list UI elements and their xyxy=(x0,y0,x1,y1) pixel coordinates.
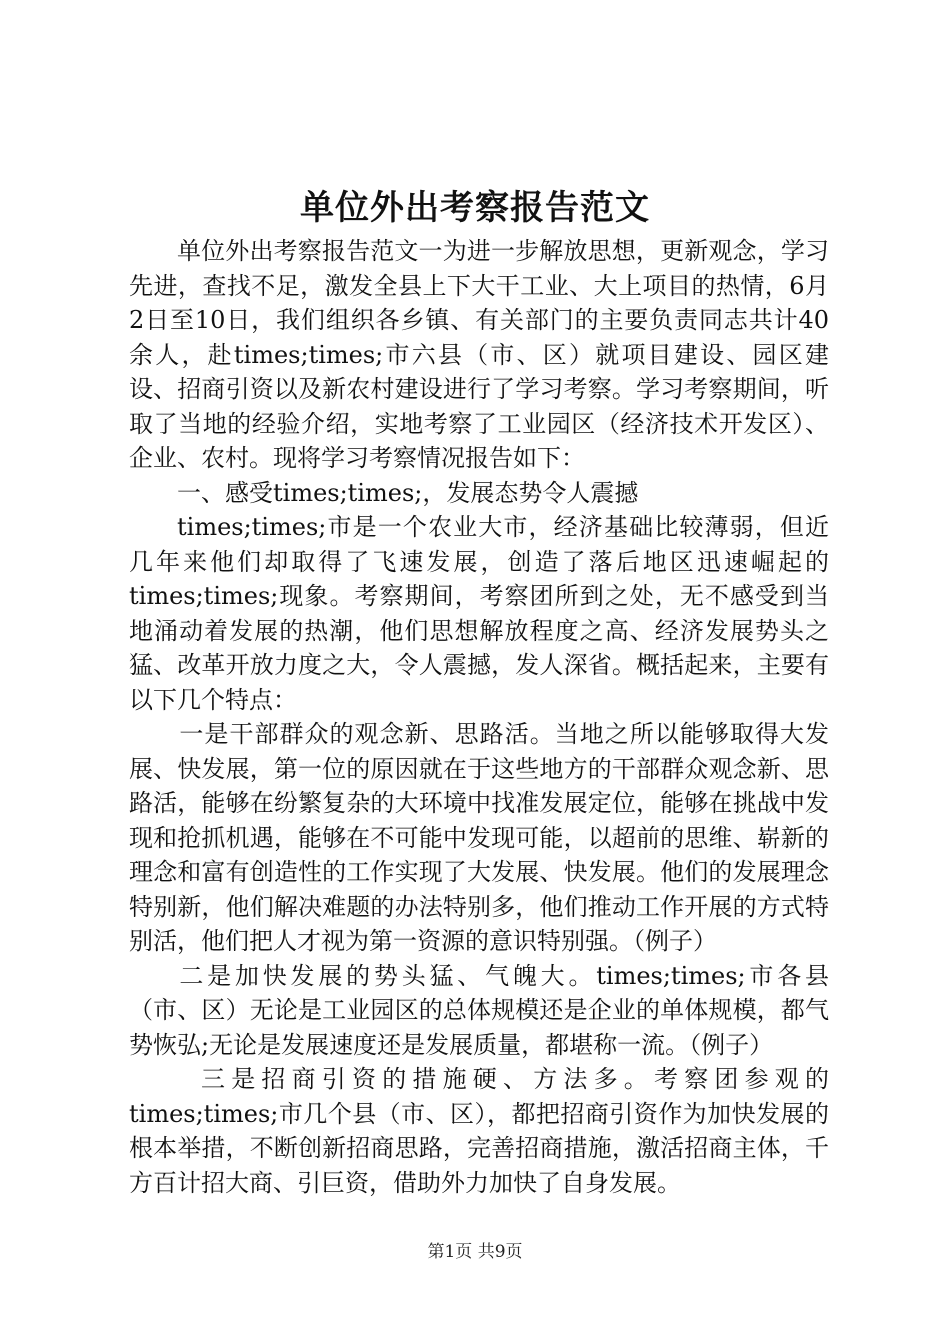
document-title: 单位外出考察报告范文 xyxy=(300,188,650,228)
intro-paragraph: 单位外出考察报告范文一为进一步解放思想，更新观念，学习先进，查找不足，激发全县上下大干工业、大上项目的热情，6月2日至10日，我们组织各乡镇、有关部门的主要负责同志共计40余人，赴times;times;市六县（市、区）就项目建设、园区建设、招商引资以及新农村建设进行了学习考察。学习考察期间，听取了当地的经验介绍，实地考察了工业园区（经济技术开发区）、企业、农村。现将学习考察情况报告如下： xyxy=(129,237,829,472)
body-paragraph: times;times;市是一个农业大市，经济基础比较薄弱，但近几年来他们却取得了飞速发展，创造了落后地区迅速崛起的times;times;现象。考察期间，考察团所到之处，无不感受到当地涌动着发展的热潮，他们思想解放程度之高、经济发展势头之猛、改革开放力度之大，令人震撼，发人深省。概括起来，主要有以下几个特点： xyxy=(129,513,829,714)
document-body xyxy=(129,234,829,1200)
body-paragraph: 一是干部群众的观念新、思路活。当地之所以能够取得大发展、快发展，第一位的原因就在于这些地方的干部群众观念新、思路活，能够在纷繁复杂的大环境中找准发展定位，能够在挑战中发现和抢抓机遇，能够在不可能中发现可能，以超前的思维、崭新的理念和富有创造性的工作实现了大发展、快发展。他们的发展理念特别新，他们解决难题的办法特别多，他们推动工作开展的方式特别活，他们把人才视为第一资源的意识特别强。（例子） xyxy=(129,720,829,955)
body-paragraph: 二是加快发展的势头猛、气魄大。times;times;市各县（市、区）无论是工业园区的总体规模还是企业的单体规模，都气势恢弘;无论是发展速度还是发展质量，都堪称一流。（例子） xyxy=(129,961,829,1059)
body-paragraph: 三是招商引资的措施硬、方法多。考察团参观的times;times;市几个县（市、区），都把招商引资作为加快发展的根本举措，不断创新招商思路，完善招商措施，激活招商主体，千方百计招大商、引巨资，借助外力加快了自身发展。 xyxy=(129,1065,829,1197)
page-footer: 第1页 共9页 xyxy=(427,1242,523,1262)
section-heading: 一、感受times;times;，发展态势令人震撼 xyxy=(177,478,639,507)
